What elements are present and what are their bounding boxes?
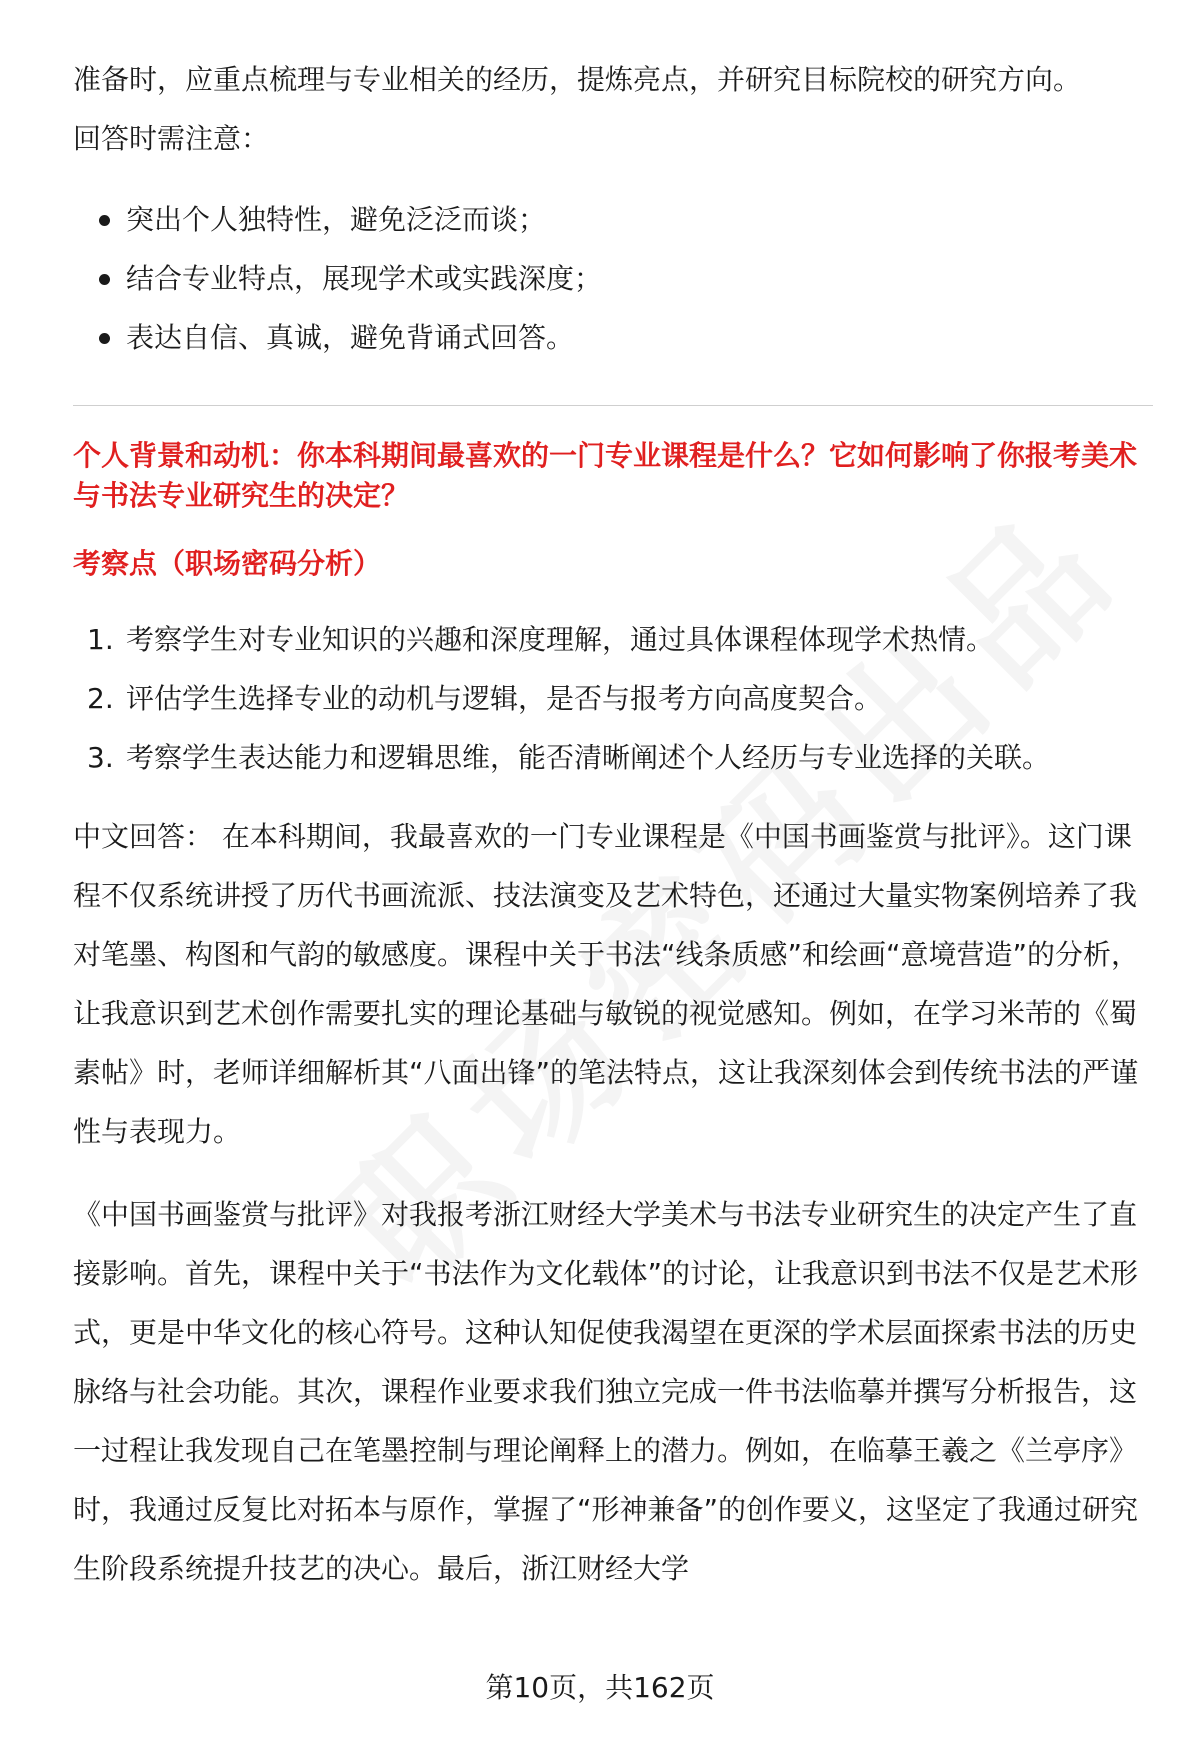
list-item: 结合专业特点，展现学术或实践深度； [73, 249, 1153, 308]
list-item [73, 669, 1153, 728]
intro-line-1: 准备时，应重点梳理与专业相关的经历，提炼亮点，并研究目标院校的研究方向。 [73, 63, 1082, 96]
item-number: 1. [87, 623, 114, 656]
page-content [73, 50, 1153, 1598]
page-footer: 第10页，共162页 [485, 1671, 715, 1704]
list-item: 表达自信、真诚，避免背诵式回答。 [73, 308, 1153, 367]
list-item: 突出个人独特性，避免泛泛而谈； [73, 190, 1153, 249]
list-item [73, 728, 1153, 787]
assessment-subtitle: 考察点（职场密码分析） [73, 547, 382, 580]
item-text: 评估学生选择专业的动机与逻辑，是否与报考方向高度契合。 [126, 682, 883, 715]
item-text: 考察学生表达能力和逻辑思维，能否清晰阐述个人经历与专业选择的关联。 [126, 741, 1051, 774]
answer-paragraph-2: 《中国书画鉴赏与批评》对我报考浙江财经大学美术与书法专业研究生的决定产生了直接影响。首先，课程中关于“书法作为文化载体”的讨论，让我意识到书法不仅是艺术形式，更是中华文化的核心符号。这种认知促使我渴望在更深的学术层面探索书法的历史脉络与社会功能。其次，课程作业要求我们独立完成一件书法临摹并撰写分析报告，这一过程让我发现自己在笔墨控制与理论阐释上的潜力。例如，在临摹王羲之《兰亭序》时，我通过反复比对拓本与原作，掌握了“形神兼备”的创作要义，这坚定了我通过研究生阶段系统提升技艺的决心。最后，浙江财经大学 [73, 1198, 1139, 1585]
item-text: 考察学生对专业知识的兴趣和深度理解，通过具体课程体现学术热情。 [126, 623, 995, 656]
list-item [73, 610, 1153, 669]
item-number: 3. [87, 741, 114, 774]
section-divider [73, 405, 1153, 406]
item-number: 2. [87, 682, 114, 715]
intro-line-2: 回答时需注意： [73, 122, 270, 155]
assessment-points [73, 610, 1153, 787]
question-title: 个人背景和动机：你本科期间最喜欢的一门专业课程是什么？它如何影响了你报考美术与书法专业研究生的决定？ [73, 439, 1138, 512]
answer-paragraph-1: 中文回答： 在本科期间，我最喜欢的一门专业课程是《中国书画鉴赏与批评》。这门课程不仅系统讲授了历代书画流派、技法演变及艺术特色，还通过大量实物案例培养了我对笔墨、构图和气韵的敏感度。课程中关于书法“线条质感”和绘画“意境营造”的分析，让我意识到艺术创作需要扎实的理论基础与敏锐的视觉感知。例如，在学习米芾的《蜀素帖》时，老师详细解析其“八面出锋”的笔法特点，这让我深刻体会到传统书法的严谨性与表现力。 [73, 820, 1140, 1148]
tips-list [73, 190, 1153, 367]
